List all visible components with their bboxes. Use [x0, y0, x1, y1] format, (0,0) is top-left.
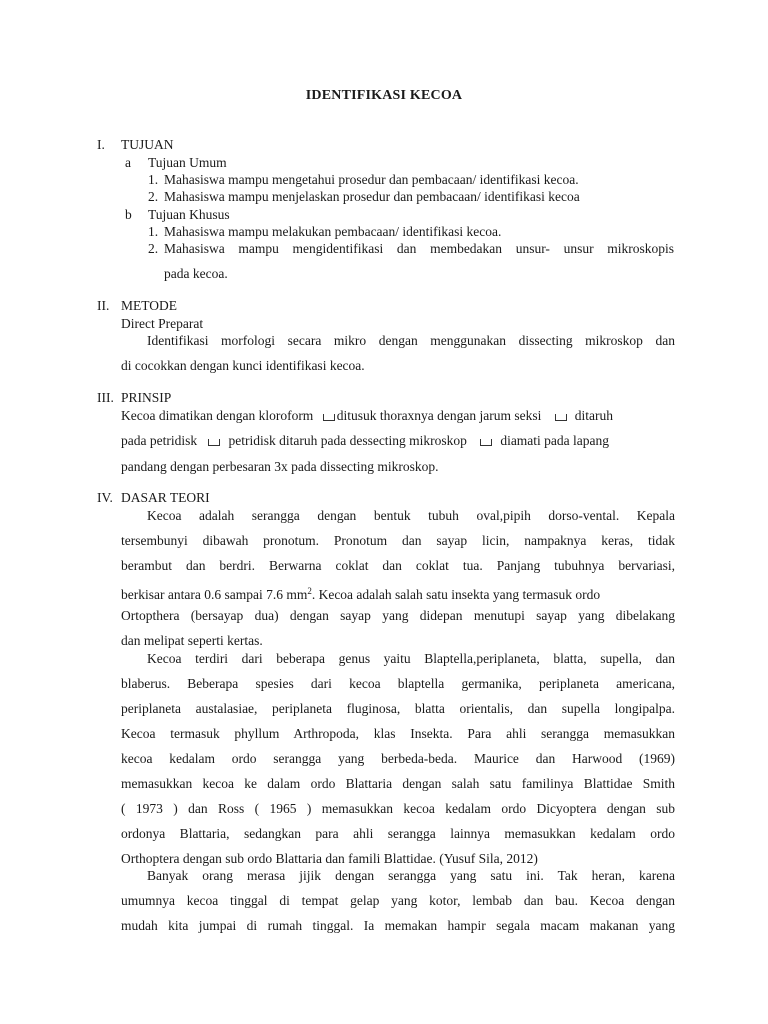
list-number: 2.	[148, 241, 159, 256]
paragraph-line: Kecoa termasuk phyllum Arthropoda, klas Insekta. Para ahli serangga memasukkan	[121, 726, 675, 741]
paragraph-line: dan melipat seperti kertas.	[121, 633, 263, 648]
prinsip-line-1	[121, 408, 613, 424]
paragraph-line: Orthoptera dengan sub ordo Blattaria dan famili Blattidae. (Yusuf Sila, 2012)	[121, 851, 538, 866]
tujuan-khusus-letter: b	[125, 207, 132, 222]
paragraph-line: ordonya Blattaria, sedangkan para ahli serangga lainnya memasukkan kedalam ordo	[121, 826, 675, 841]
paragraph-text: . Kecoa adalah salah satu insekta yang termasuk ordo	[311, 587, 601, 602]
superscript: 2	[307, 586, 312, 596]
list-item: Mahasiswa mampu mengetahui prosedur dan pembacaan/ identifikasi kecoa.	[164, 172, 579, 187]
paragraph-line: kecoa kedalam ordo serangga yang berbeda-beda. Maurice dan Harwood (1969)	[121, 751, 675, 766]
paragraph-line: umumnya kecoa tinggal di tempat gelap yang kotor, lembab dan bau. Kecoa dengan	[121, 893, 675, 908]
list-item-continuation: pada kecoa.	[164, 266, 228, 281]
paragraph-line: di cocokkan dengan kunci identifikasi kecoa.	[121, 358, 365, 373]
section-2-heading: METODE	[121, 298, 177, 313]
paragraph-line	[121, 583, 600, 603]
list-item: Mahasiswa mampu mengidentifikasi dan membedakan unsur- unsur mikroskopis	[164, 241, 674, 256]
paragraph-line: blaberus. Beberapa spesies dari kecoa blaptella germanika, periplaneta americana,	[121, 676, 675, 691]
paragraph-text: berkisar antara 0.6 sampai 7.6 mm	[121, 587, 308, 602]
paragraph-line: mudah kita jumpai di rumah tinggal. Ia memakan hampir segala macam makanan yang	[121, 918, 675, 933]
arrow-icon	[480, 439, 492, 446]
section-4-heading: DASAR TEORI	[121, 490, 210, 505]
section-2-numeral: II.	[97, 298, 110, 313]
prinsip-text: diamati pada lapang	[500, 433, 610, 448]
prinsip-text: ditaruh	[574, 408, 614, 423]
prinsip-text: Kecoa dimatikan dengan kloroform	[121, 408, 314, 423]
tujuan-umum-label: Tujuan Umum	[148, 155, 227, 170]
list-item: Mahasiswa mampu menjelaskan prosedur dan pembacaan/ identifikasi kecoa	[164, 189, 580, 204]
list-number: 2.	[148, 189, 159, 204]
list-number: 1.	[148, 224, 159, 239]
paragraph-line: Ortopthera (bersayap dua) dengan sayap yang didepan menutupi sayap yang dibelakang	[121, 608, 675, 623]
section-1-numeral: I.	[97, 137, 105, 152]
prinsip-text: petridisk ditaruh pada dessecting mikroskop	[228, 433, 467, 448]
section-4-numeral: IV.	[97, 490, 113, 505]
section-3-numeral: III.	[97, 390, 114, 405]
list-number: 1.	[148, 172, 159, 187]
prinsip-text: pada petridisk	[121, 433, 198, 448]
section-3-heading: PRINSIP	[121, 390, 172, 405]
section-1-heading: TUJUAN	[121, 137, 174, 152]
document-title: IDENTIFIKASI KECOA	[305, 88, 463, 103]
arrow-icon	[555, 414, 567, 421]
prinsip-line-3: pandang dengan perbesaran 3x pada dissecting mikroskop.	[121, 459, 439, 474]
paragraph-line: Kecoa adalah serangga dengan bentuk tubuh oval,pipih dorso-vental. Kepala	[147, 508, 675, 523]
list-item: Mahasiswa mampu melakukan pembacaan/ identifikasi kecoa.	[164, 224, 502, 239]
prinsip-line-2	[121, 433, 609, 449]
arrow-icon	[208, 439, 220, 446]
paragraph-line: Identifikasi morfologi secara mikro dengan menggunakan dissecting mikroskop dan	[147, 333, 675, 348]
paragraph-line: tersembunyi dibawah pronotum. Pronotum dan sayap licin, nampaknya keras, tidak	[121, 533, 675, 548]
tujuan-khusus-label: Tujuan Khusus	[148, 207, 230, 222]
paragraph-line: ( 1973 ) dan Ross ( 1965 ) memasukkan kecoa kedalam ordo Dicyoptera dengan sub	[121, 801, 675, 816]
paragraph-line: berambut dan berdri. Berwarna coklat dan coklat tua. Panjang tubuhnya bervariasi,	[121, 558, 675, 573]
paragraph-line: periplaneta austalasiae, periplaneta fluginosa, blatta orientalis, dan supella longipalpa.	[121, 701, 675, 716]
arrow-icon	[323, 414, 335, 421]
metode-subheading: Direct Preparat	[121, 316, 204, 331]
tujuan-umum-letter: a	[125, 155, 131, 170]
paragraph-line: Banyak orang merasa jijik dengan serangga yang satu ini. Tak heran, karena	[147, 868, 675, 883]
prinsip-text: ditusuk thoraxnya dengan jarum seksi	[336, 408, 542, 423]
paragraph-line: memasukkan kecoa ke dalam ordo Blattaria dengan salah satu familinya Blattidae Smith	[121, 776, 675, 791]
paragraph-line: Kecoa terdiri dari beberapa genus yaitu Blaptella,periplaneta, blatta, supella, dan	[147, 651, 675, 666]
